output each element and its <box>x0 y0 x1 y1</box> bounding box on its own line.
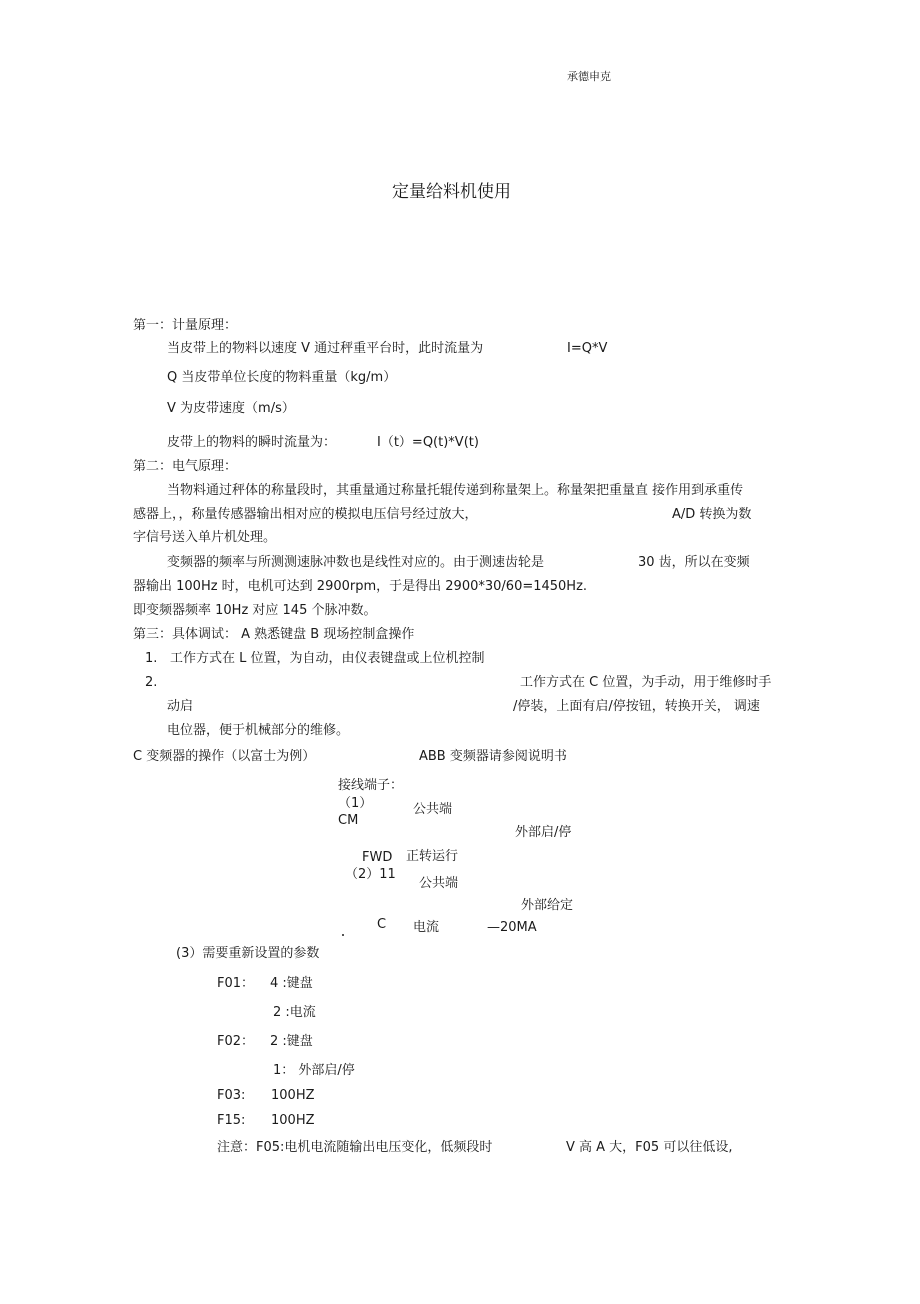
section2-para2-line3: 即变频器频率 10Hz 对应 145 个脉冲数。 <box>133 603 377 618</box>
abb-note: ABB 变频器请参阅说明书 <box>419 749 567 764</box>
list-number-1: 1. <box>145 651 158 666</box>
section2-para1-line2-right: A/D 转换为数 <box>672 507 752 522</box>
common-terminal-2: 公共端 <box>419 876 459 891</box>
note-text: 注意：F05:电机电流随输出电压变化，低频段时 <box>217 1140 493 1155</box>
page-header: 承德申克 <box>567 70 611 83</box>
section2-para1-line3: 字信号送入单片机处理。 <box>133 530 277 545</box>
terminal-cm: CM <box>338 813 359 828</box>
param-f01-value2: 2 :电流 <box>273 1005 316 1020</box>
section1-line3: V 为皮带速度（m/s） <box>167 401 295 416</box>
param-f02-value2: 1： 外部启/停 <box>273 1063 355 1078</box>
param-f02: F02： <box>217 1034 255 1049</box>
param-f02-value1: 2 :键盘 <box>270 1034 313 1049</box>
current-label: 电流 <box>413 920 440 935</box>
param-f03-value: 100HZ <box>271 1088 315 1103</box>
current-range: —20MA <box>487 920 537 935</box>
terminal-fwd: FWD <box>362 850 393 865</box>
section2-para2-line1: 变频器的频率与所测测速脉冲数也是线性对应的。由于测速齿轮是 <box>167 555 545 570</box>
list-item-2-line2-right: /停装，上面有启/停按钮，转换开关， 调速 <box>513 699 760 714</box>
terminal-number-2: （2）11 <box>345 867 396 882</box>
section2-para1-line1: 当物料通过秤体的称量段时，其重量通过称量托辊传递到称量架上。称量架把重量直 接作用到承重传 <box>167 483 744 498</box>
section1-line2: Q 当皮带单位长度的物料重量（kg/m） <box>167 370 397 385</box>
section1-heading: 第一：计量原理： <box>133 318 238 333</box>
section2-heading: 第二：电气原理： <box>133 459 238 474</box>
terminal-c: C <box>377 917 387 932</box>
terminals-label: 接线端子： <box>338 778 404 793</box>
param-f03: F03: <box>217 1088 246 1103</box>
list-item-2-line2: 动启 <box>167 699 194 714</box>
params-heading: (3）需要重新设置的参数 <box>176 946 320 961</box>
common-terminal-1: 公共端 <box>413 802 453 817</box>
param-f15-value: 100HZ <box>271 1113 315 1128</box>
instant-flow-formula: I（t）=Q(t)*V(t) <box>377 435 479 450</box>
stray-dot <box>342 934 344 936</box>
list-item-2-line3: 电位器，便于机械部分的维修。 <box>167 723 350 738</box>
flow-formula: I=Q*V <box>567 341 608 356</box>
list-item-2-line1: 工作方式在 C 位置，为手动，用于维修时手 <box>520 675 772 690</box>
section1-line1: 当皮带上的物料以速度 V 通过秤重平台时，此时流量为 <box>167 341 484 356</box>
list-item-1: 工作方式在 L 位置，为自动，由仪表键盘或上位机控制 <box>170 651 485 666</box>
note-text-right: V 高 A 大，F05 可以往低设, <box>566 1140 733 1155</box>
section2-para2-line2: 器输出 100Hz 时，电机可达到 2900rpm，于是得出 2900*30/60=1450Hz. <box>133 579 588 594</box>
document-title: 定量给料机使用 <box>392 182 511 202</box>
section1-line4: 皮带上的物料的瞬时流量为： <box>167 435 337 450</box>
inverter-heading: C 变频器的操作（以富士为例） <box>133 749 316 764</box>
terminal-number-1: （1） <box>338 796 373 811</box>
param-f15: F15: <box>217 1113 246 1128</box>
external-setpoint: 外部给定 <box>521 898 574 913</box>
section3-heading: 第三：具体调试： A 熟悉键盘 B 现场控制盒操作 <box>133 627 415 642</box>
list-number-2: 2. <box>145 675 158 690</box>
param-f01: F01： <box>217 976 255 991</box>
section2-para2-line1-right: 30 齿，所以在变频 <box>638 555 750 570</box>
forward-run: 正转运行 <box>406 849 459 864</box>
section2-para1-line2: 感器上，，称量传感器输出相对应的模拟电压信号经过放大， <box>133 507 478 522</box>
external-start-stop: 外部启/停 <box>515 825 572 840</box>
param-f01-value1: 4 :键盘 <box>270 976 313 991</box>
